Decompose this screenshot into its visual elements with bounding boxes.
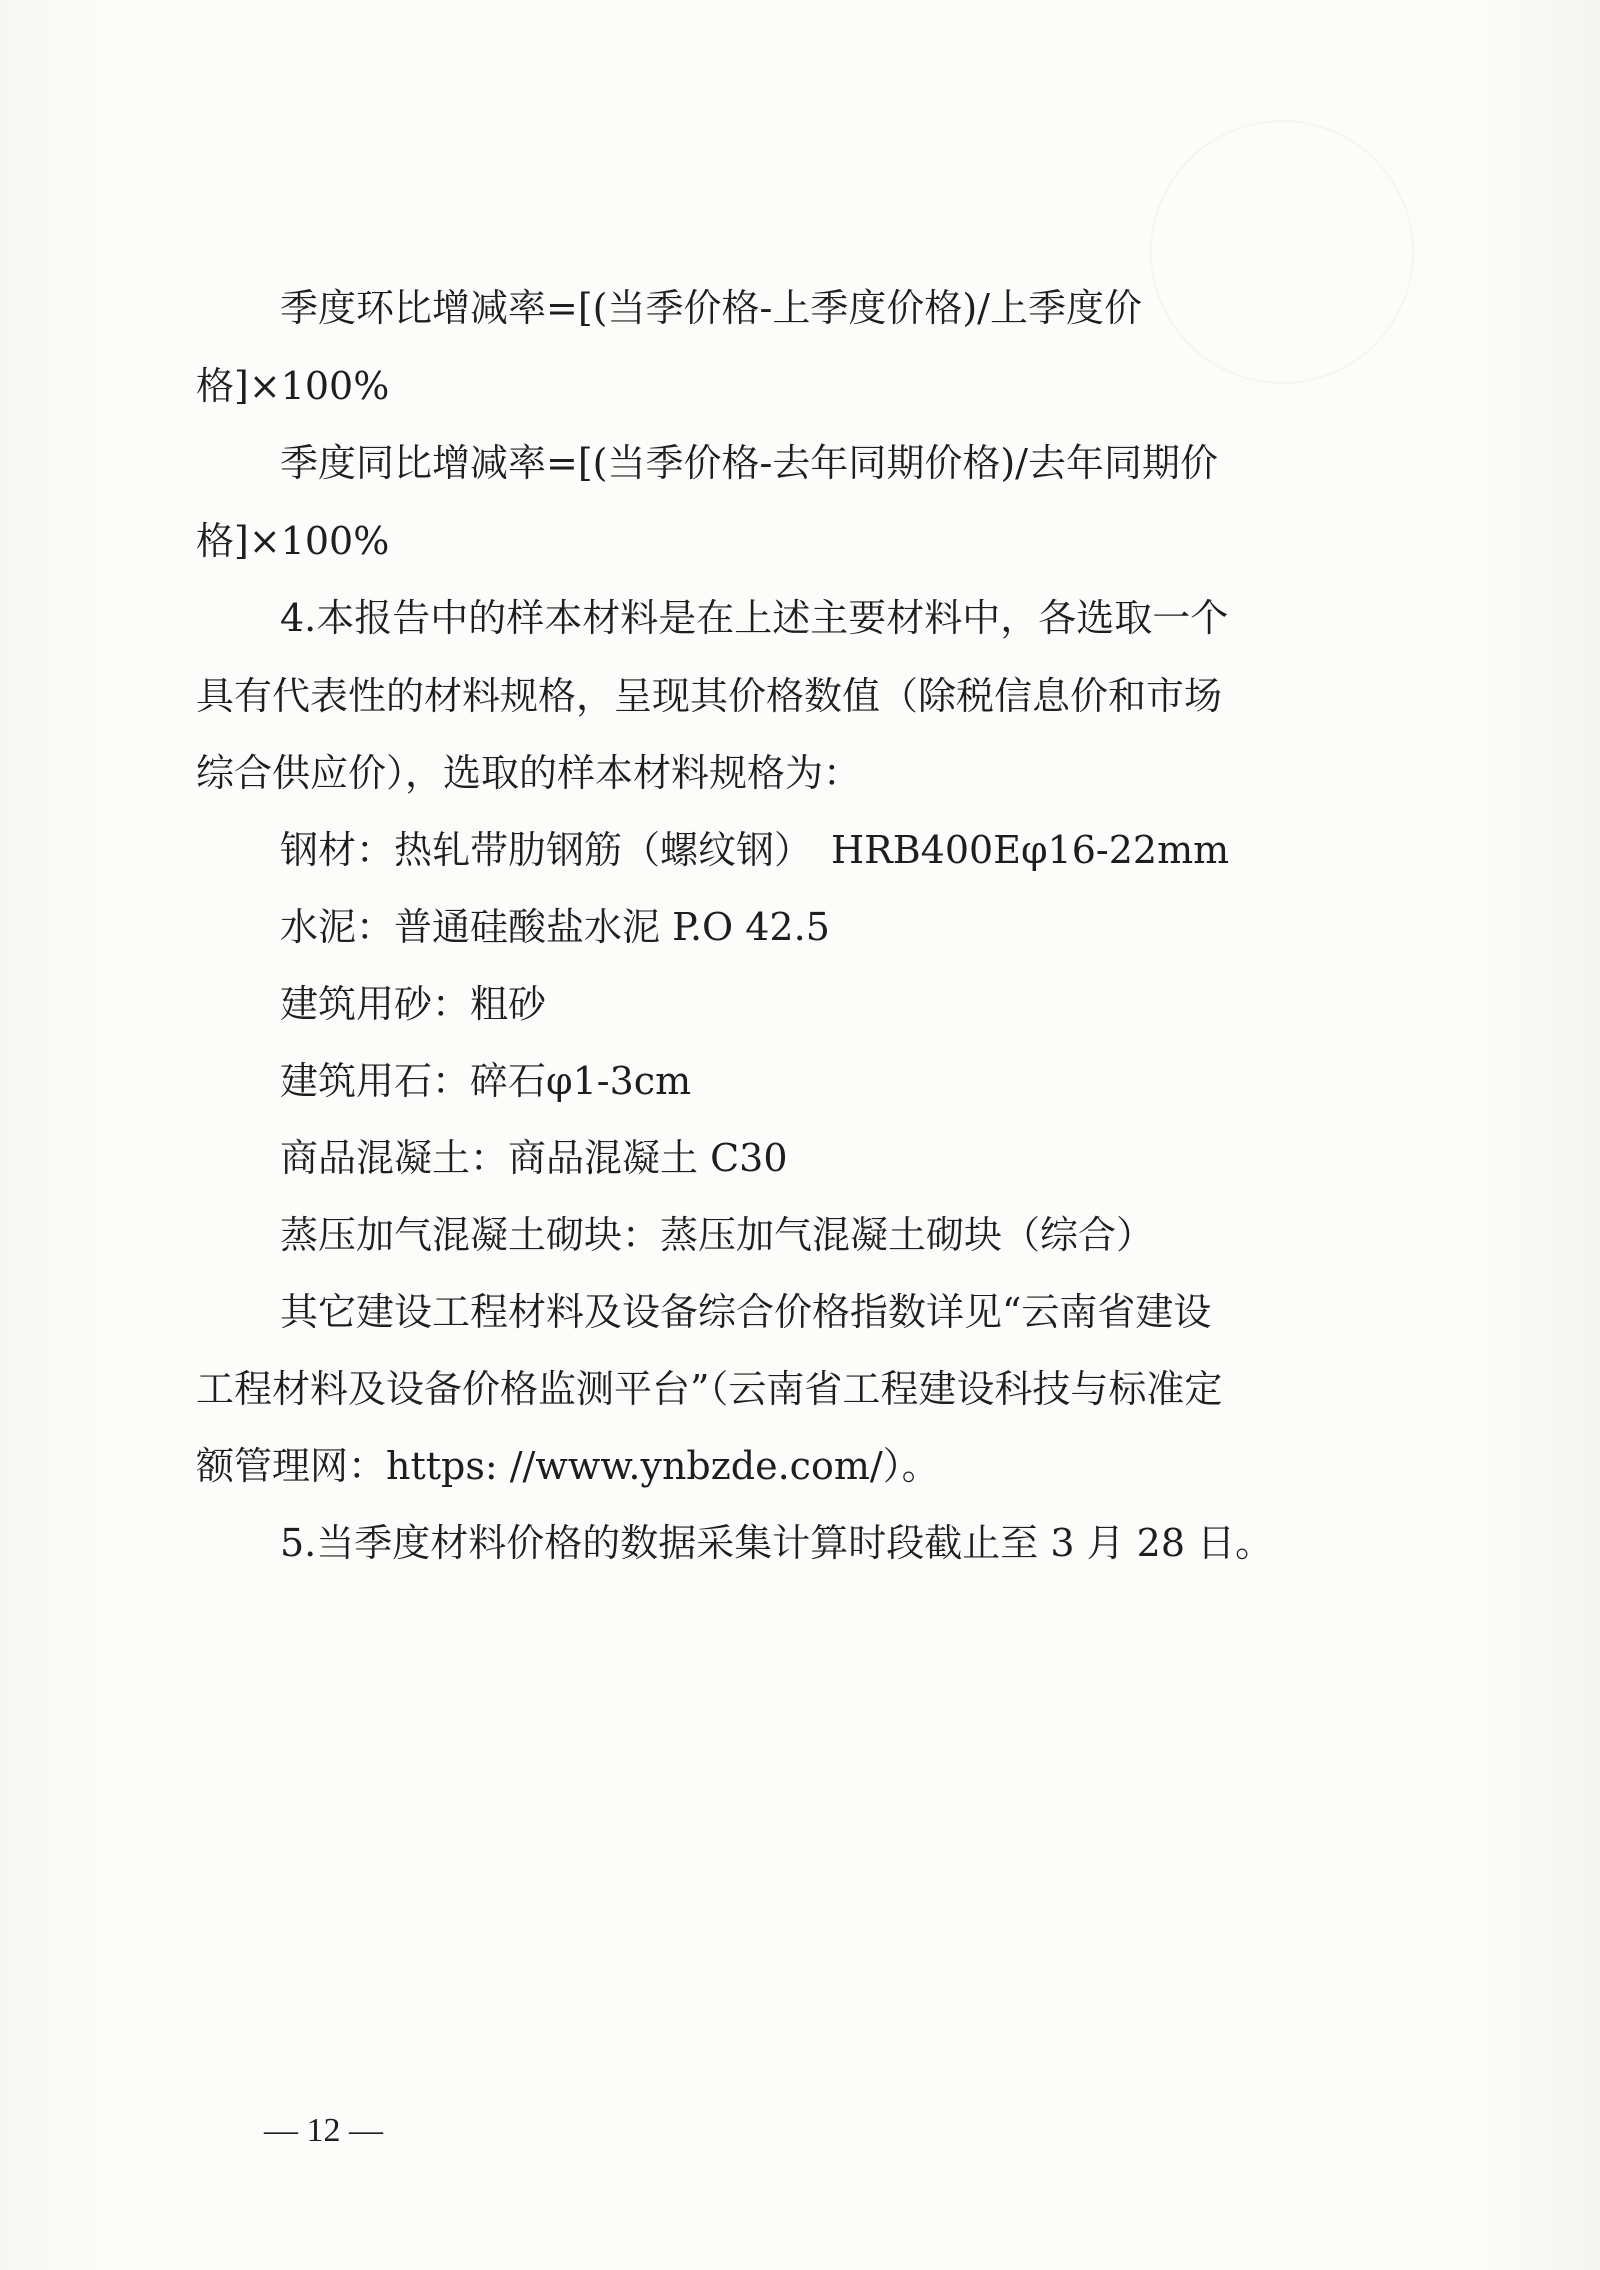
paragraph-line-15: 工程材料及设备价格监测平台”（云南省工程建设科技与标准定: [196, 1367, 1223, 1411]
page-number-text: — 12 —: [264, 2112, 383, 2149]
paragraph-line-5: 4.本报告中的样本材料是在上述主要材料中，各选取一个: [280, 596, 1229, 640]
paragraph-line-2: 格]×100%: [196, 364, 390, 408]
paragraph-line-7: 综合供应价），选取的样本材料规格为：: [196, 751, 862, 795]
sample-block: 蒸压加气混凝土砌块：蒸压加气混凝土砌块（综合）: [280, 1213, 1155, 1257]
paragraph-line-4: 格]×100%: [196, 519, 390, 563]
paragraph-line-17: 5.当季度材料价格的数据采集计算时段截止至 3 月 28 日。: [280, 1521, 1274, 1565]
paragraph-line-6: 具有代表性的材料规格，呈现其价格数值（除税信息价和市场: [196, 674, 1223, 718]
sample-stone: 建筑用石：碎石φ1-3cm: [280, 1059, 692, 1103]
sample-sand: 建筑用砂：粗砂: [280, 982, 547, 1026]
paragraph-line-14: 其它建设工程材料及设备综合价格指数详见“云南省建设: [280, 1290, 1212, 1334]
faint-stamp-shadow: [1150, 120, 1414, 384]
sample-concrete: 商品混凝土：商品混凝土 C30: [280, 1136, 788, 1180]
sample-cement: 水泥：普通硅酸盐水泥 P.O 42.5: [280, 905, 830, 949]
paragraph-line-3: 季度同比增减率=[(当季价格-去年同期价格)/去年同期价: [280, 441, 1218, 485]
sample-steel: 钢材：热轧带肋钢筋（螺纹钢） HRB400Eφ16-22mm: [280, 828, 1230, 872]
paragraph-line-1: 季度环比增减率=[(当季价格-上季度价格)/上季度价: [280, 286, 1142, 330]
paragraph-line-16: 额管理网：https: //www.ynbzde.com/）。: [196, 1444, 940, 1488]
